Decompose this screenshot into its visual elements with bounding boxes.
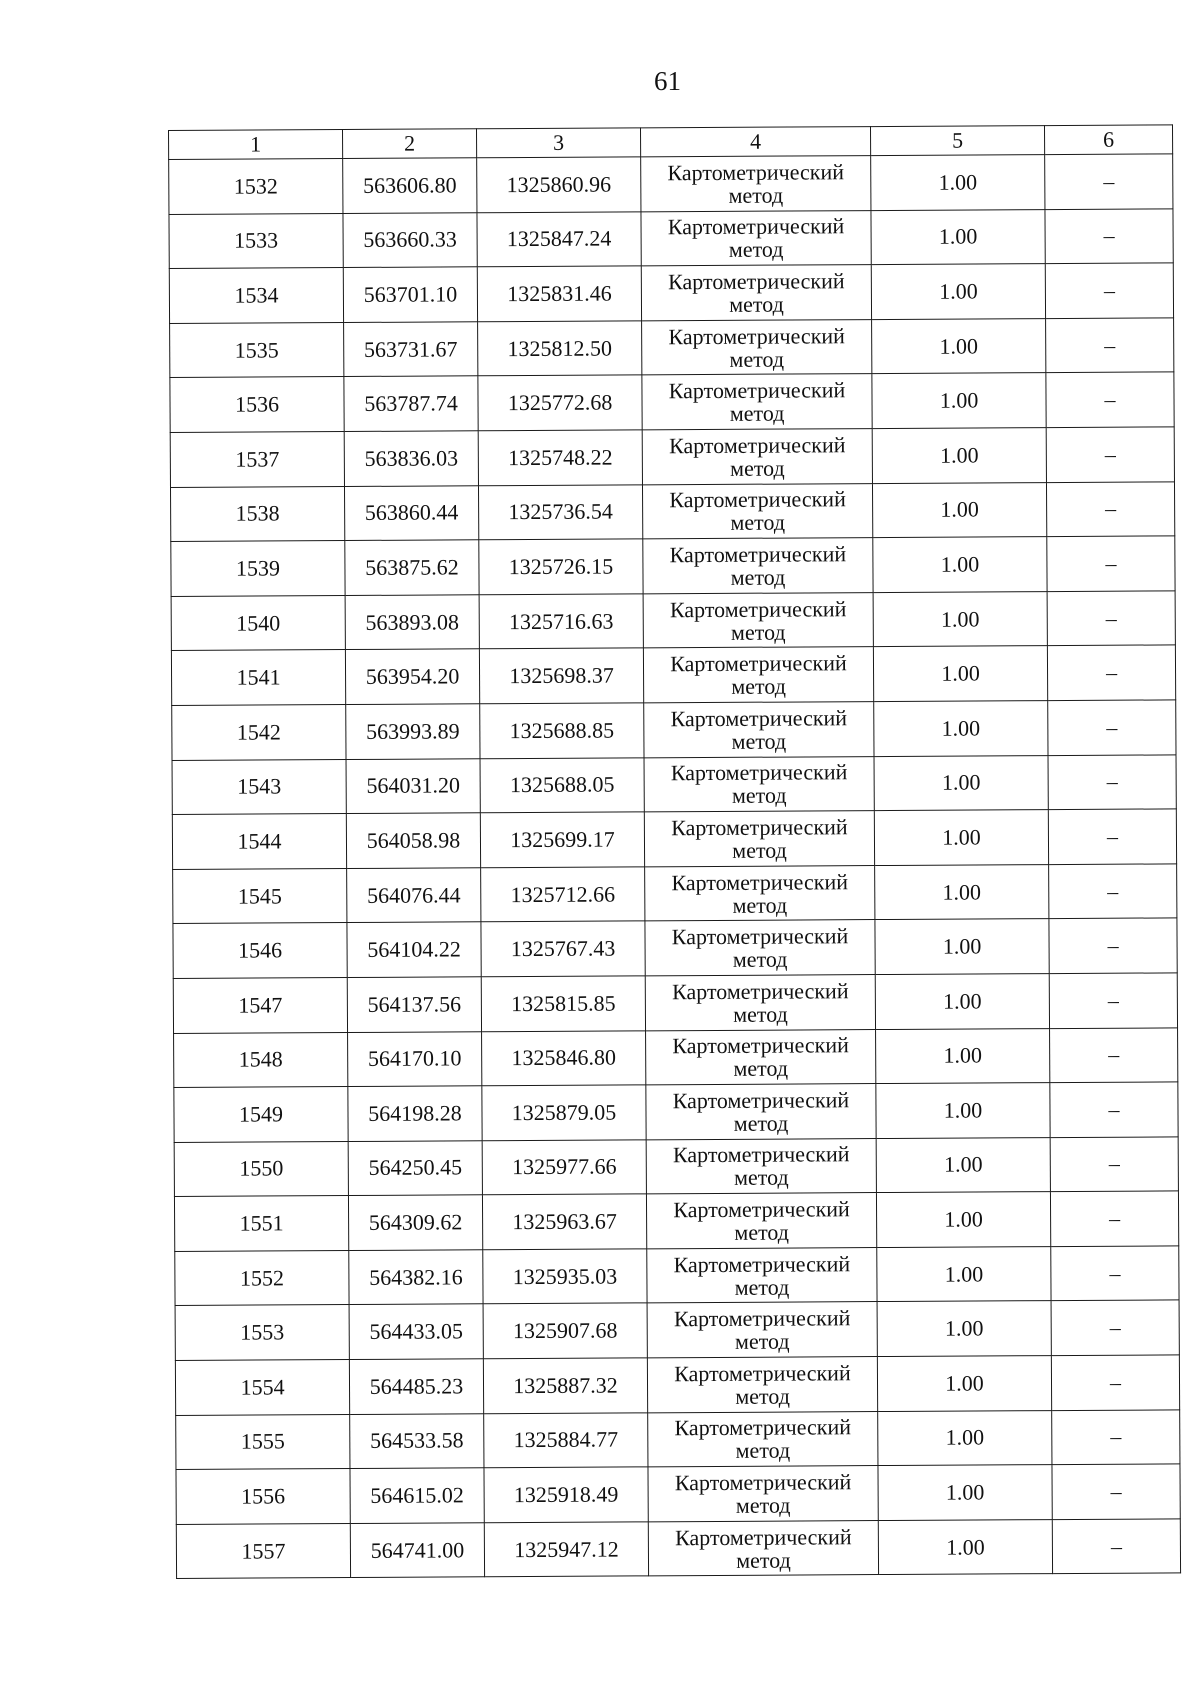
method-cell — [647, 1302, 877, 1358]
y-coordinate-cell: 1325688.05 — [480, 757, 644, 813]
point-number-cell: 1532 — [169, 159, 343, 215]
column-header: 3 — [476, 128, 640, 158]
method-line-2: метод — [734, 1219, 790, 1245]
method-line-2: метод — [732, 946, 788, 972]
y-coordinate-cell: 1325772.68 — [478, 375, 642, 431]
accuracy-cell: 1.00 — [876, 1137, 1050, 1193]
method-cell — [647, 1247, 877, 1303]
x-coordinate-cell: 564741.00 — [350, 1523, 484, 1578]
y-coordinate-cell: 1325887.32 — [483, 1358, 647, 1414]
method-cell — [643, 647, 873, 703]
table-row — [173, 973, 1177, 1033]
point-number-cell: 1546 — [173, 923, 347, 979]
note-cell: – — [1052, 1464, 1180, 1519]
table-row — [170, 481, 1174, 541]
x-coordinate-cell: 564382.16 — [349, 1250, 483, 1305]
method-line-1: Картометрический — [672, 1032, 849, 1059]
note-cell: – — [1049, 864, 1177, 919]
y-coordinate-cell: 1325907.68 — [483, 1303, 647, 1359]
note-cell: – — [1045, 208, 1173, 263]
accuracy-cell: 1.00 — [871, 209, 1045, 265]
method-line-1: Картометрический — [670, 704, 848, 731]
method-line-2: метод — [735, 1383, 790, 1409]
method-cell — [645, 920, 875, 976]
column-header: 5 — [870, 126, 1044, 156]
method-line-1: Картометрический — [674, 1469, 852, 1496]
y-coordinate-cell: 1325712.66 — [481, 867, 645, 923]
y-coordinate-cell: 1325767.43 — [481, 921, 645, 977]
method-line-1: Картометрический — [667, 159, 845, 186]
document-sheet — [168, 124, 1180, 1579]
table-row — [175, 1355, 1179, 1415]
method-cell — [641, 210, 871, 266]
method-line-1: Картометрический — [669, 541, 847, 568]
note-cell: – — [1047, 536, 1175, 591]
table-row — [173, 918, 1177, 978]
method-cell — [643, 592, 873, 648]
note-cell: – — [1052, 1410, 1180, 1465]
accuracy-cell: 1.00 — [876, 1028, 1050, 1084]
method-cell — [642, 374, 872, 430]
method-line-1: Картометрический — [673, 1305, 851, 1332]
method-cell — [646, 1138, 876, 1194]
x-coordinate-cell: 564137.56 — [347, 977, 481, 1032]
method-line-1: Картометрический — [672, 1087, 850, 1114]
method-line-2: метод — [735, 1492, 791, 1518]
accuracy-cell: 1.00 — [877, 1246, 1051, 1302]
method-line-1: Картометрический — [670, 650, 847, 677]
column-header: 1 — [169, 130, 343, 160]
point-number-cell: 1547 — [173, 977, 347, 1033]
point-number-cell: 1554 — [175, 1360, 349, 1416]
table-row — [174, 1082, 1178, 1142]
y-coordinate-cell: 1325947.12 — [484, 1522, 648, 1578]
x-coordinate-cell: 564076.44 — [347, 867, 481, 922]
point-number-cell: 1536 — [170, 377, 344, 433]
x-coordinate-cell: 564104.22 — [347, 922, 481, 977]
table-row — [169, 154, 1173, 214]
method-line-2: метод — [729, 291, 784, 317]
method-line-2: метод — [731, 728, 787, 754]
point-number-cell: 1552 — [175, 1250, 349, 1306]
method-cell — [646, 1193, 876, 1249]
table-row — [175, 1300, 1179, 1360]
method-line-2: метод — [728, 236, 784, 263]
method-line-1: Картометрический — [671, 814, 848, 841]
accuracy-cell: 1.00 — [872, 482, 1046, 538]
table-row — [176, 1519, 1180, 1579]
x-coordinate-cell: 563954.20 — [345, 649, 479, 704]
point-number-cell: 1556 — [176, 1469, 350, 1525]
accuracy-cell: 1.00 — [875, 973, 1049, 1029]
y-coordinate-cell: 1325699.17 — [480, 812, 644, 868]
accuracy-cell: 1.00 — [877, 1356, 1051, 1412]
method-line-1: Картометрический — [671, 868, 849, 895]
table-row — [174, 1137, 1178, 1197]
table-row — [174, 1027, 1178, 1087]
accuracy-cell: 1.00 — [878, 1519, 1052, 1575]
accuracy-cell: 1.00 — [873, 537, 1047, 593]
note-cell: – — [1048, 809, 1176, 864]
point-number-cell: 1533 — [169, 213, 343, 269]
table-row — [170, 318, 1174, 378]
method-cell — [645, 865, 875, 921]
method-line-2: метод — [734, 1328, 790, 1355]
x-coordinate-cell: 563787.74 — [344, 376, 478, 431]
method-line-1: Картометрический — [671, 923, 849, 950]
method-cell — [645, 974, 875, 1030]
y-coordinate-cell: 1325847.24 — [477, 211, 641, 267]
coordinates-table — [168, 124, 1181, 1579]
method-cell — [641, 265, 871, 321]
method-cell — [642, 483, 872, 539]
table-row — [172, 754, 1176, 814]
x-coordinate-cell: 563701.10 — [343, 267, 477, 322]
accuracy-cell: 1.00 — [875, 864, 1049, 920]
y-coordinate-cell: 1325831.46 — [477, 266, 641, 322]
note-cell: – — [1050, 1137, 1178, 1192]
accuracy-cell: 1.00 — [874, 701, 1048, 757]
method-cell — [644, 756, 874, 812]
table-row — [172, 700, 1176, 760]
accuracy-cell: 1.00 — [877, 1301, 1051, 1357]
x-coordinate-cell: 564309.62 — [348, 1195, 482, 1250]
x-coordinate-cell: 564433.05 — [349, 1304, 483, 1359]
method-cell — [646, 1029, 876, 1085]
accuracy-cell: 1.00 — [874, 810, 1048, 866]
point-number-cell: 1540 — [171, 595, 345, 651]
y-coordinate-cell: 1325698.37 — [479, 648, 643, 704]
table-row — [176, 1410, 1180, 1470]
method-cell — [641, 156, 871, 212]
method-line-2: метод — [730, 619, 786, 645]
method-line-1: Картометрический — [667, 213, 845, 240]
accuracy-cell: 1.00 — [873, 646, 1047, 702]
point-number-cell: 1541 — [171, 650, 345, 706]
table-row — [170, 372, 1174, 432]
accuracy-cell: 1.00 — [871, 264, 1045, 320]
x-coordinate-cell: 563860.44 — [344, 485, 478, 540]
point-number-cell: 1545 — [173, 868, 347, 924]
method-line-1: Картометрический — [669, 486, 846, 513]
y-coordinate-cell: 1325860.96 — [477, 157, 641, 213]
accuracy-cell: 1.00 — [873, 591, 1047, 647]
method-line-1: Картометрический — [669, 595, 847, 622]
accuracy-cell: 1.00 — [871, 155, 1045, 211]
note-cell: – — [1051, 1300, 1179, 1355]
y-coordinate-cell: 1325815.85 — [481, 976, 645, 1032]
x-coordinate-cell: 563993.89 — [346, 704, 480, 759]
method-line-2: метод — [736, 1547, 791, 1573]
note-cell: – — [1050, 1027, 1178, 1082]
note-cell: – — [1049, 973, 1177, 1028]
table-row — [172, 809, 1176, 869]
point-number-cell: 1544 — [172, 814, 346, 870]
y-coordinate-cell: 1325879.05 — [482, 1085, 646, 1141]
accuracy-cell: 1.00 — [872, 373, 1046, 429]
note-cell: – — [1050, 1191, 1178, 1246]
y-coordinate-cell: 1325884.77 — [484, 1412, 648, 1468]
note-cell: – — [1047, 645, 1175, 700]
method-line-2: метод — [730, 564, 786, 590]
accuracy-cell: 1.00 — [872, 428, 1046, 484]
x-coordinate-cell: 564485.23 — [349, 1359, 483, 1414]
note-cell: – — [1047, 591, 1175, 646]
point-number-cell: 1539 — [171, 541, 345, 597]
column-header: 2 — [343, 129, 477, 159]
point-number-cell: 1551 — [174, 1196, 348, 1252]
method-line-1: Картометрический — [668, 431, 846, 458]
x-coordinate-cell: 563893.08 — [345, 595, 479, 650]
table-row — [169, 208, 1173, 268]
x-coordinate-cell: 564615.02 — [350, 1468, 484, 1523]
table-row — [176, 1464, 1180, 1524]
point-number-cell: 1535 — [170, 322, 344, 378]
accuracy-cell: 1.00 — [876, 1083, 1050, 1139]
x-coordinate-cell: 564031.20 — [346, 758, 480, 813]
x-coordinate-cell: 564058.98 — [346, 813, 480, 868]
x-coordinate-cell: 563875.62 — [345, 540, 479, 595]
point-number-cell: 1542 — [172, 704, 346, 760]
method-line-1: Картометрический — [674, 1360, 851, 1387]
method-line-2: метод — [733, 1110, 789, 1136]
note-cell: – — [1045, 263, 1173, 318]
method-line-1: Картометрический — [672, 1141, 850, 1168]
table-body — [169, 154, 1181, 1579]
y-coordinate-cell: 1325736.54 — [478, 484, 642, 540]
method-line-1: Картометрический — [673, 1250, 851, 1277]
note-cell: – — [1048, 700, 1176, 755]
y-coordinate-cell: 1325935.03 — [483, 1249, 647, 1305]
table-row — [170, 427, 1174, 487]
table-row — [174, 1191, 1178, 1251]
method-line-2: метод — [731, 782, 787, 809]
accuracy-cell: 1.00 — [878, 1410, 1052, 1466]
method-cell — [642, 429, 872, 485]
point-number-cell: 1555 — [176, 1414, 350, 1470]
note-cell: – — [1050, 1082, 1178, 1137]
column-header: 6 — [1044, 125, 1172, 155]
note-cell: – — [1046, 481, 1174, 536]
accuracy-cell: 1.00 — [872, 318, 1046, 374]
table-row — [171, 536, 1175, 596]
method-cell — [642, 319, 872, 375]
method-line-1: Картометрический — [668, 322, 845, 349]
method-cell — [644, 702, 874, 758]
note-cell: – — [1045, 154, 1173, 209]
y-coordinate-cell: 1325977.66 — [482, 1140, 646, 1196]
note-cell: – — [1051, 1355, 1179, 1410]
note-cell: – — [1049, 918, 1177, 973]
point-number-cell: 1543 — [172, 759, 346, 815]
y-coordinate-cell: 1325963.67 — [482, 1194, 646, 1250]
note-cell: – — [1046, 372, 1174, 427]
table-row — [175, 1246, 1179, 1306]
method-cell — [647, 1357, 877, 1413]
method-line-2: метод — [729, 400, 785, 427]
point-number-cell: 1557 — [176, 1523, 350, 1579]
y-coordinate-cell: 1325846.80 — [482, 1030, 646, 1086]
method-line-2: метод — [732, 837, 787, 863]
method-cell — [648, 1466, 878, 1522]
note-cell: – — [1046, 427, 1174, 482]
method-line-1: Картометрический — [670, 759, 848, 786]
method-line-2: метод — [733, 1055, 789, 1082]
method-cell — [646, 1084, 876, 1140]
method-line-1: Картометрический — [675, 1523, 852, 1550]
method-line-2: метод — [730, 509, 786, 536]
table-row — [169, 263, 1173, 323]
y-coordinate-cell: 1325918.49 — [484, 1467, 648, 1523]
method-line-2: метод — [729, 346, 785, 372]
x-coordinate-cell: 563606.80 — [343, 158, 477, 213]
table-row — [173, 864, 1177, 924]
method-line-1: Картометрический — [671, 977, 849, 1004]
method-cell — [643, 538, 873, 594]
column-header: 4 — [640, 127, 870, 157]
method-line-2: метод — [731, 673, 786, 700]
point-number-cell: 1553 — [175, 1305, 349, 1361]
y-coordinate-cell: 1325748.22 — [478, 430, 642, 486]
point-number-cell: 1548 — [174, 1032, 348, 1088]
x-coordinate-cell: 563660.33 — [343, 212, 477, 267]
point-number-cell: 1550 — [174, 1141, 348, 1197]
note-cell: – — [1051, 1246, 1179, 1301]
method-line-2: метод — [728, 182, 784, 208]
method-cell — [648, 1411, 878, 1467]
accuracy-cell: 1.00 — [876, 1192, 1050, 1248]
note-cell: – — [1046, 318, 1174, 373]
point-number-cell: 1534 — [169, 268, 343, 324]
method-line-2: метод — [733, 1165, 789, 1191]
method-line-1: Картометрический — [668, 268, 845, 295]
y-coordinate-cell: 1325716.63 — [479, 594, 643, 650]
x-coordinate-cell: 564533.58 — [350, 1413, 484, 1468]
point-number-cell: 1538 — [170, 486, 344, 542]
method-line-1: Картометрический — [674, 1414, 852, 1441]
method-cell — [648, 1520, 878, 1576]
method-line-2: метод — [733, 1001, 788, 1027]
accuracy-cell: 1.00 — [878, 1465, 1052, 1521]
method-line-2: метод — [734, 1274, 790, 1300]
note-cell: – — [1048, 754, 1176, 809]
x-coordinate-cell: 563836.03 — [344, 431, 478, 486]
method-line-2: метод — [732, 892, 788, 918]
accuracy-cell: 1.00 — [874, 755, 1048, 811]
x-coordinate-cell: 564198.28 — [348, 1086, 482, 1141]
x-coordinate-cell: 564170.10 — [348, 1031, 482, 1086]
method-line-2: метод — [735, 1437, 791, 1464]
point-number-cell: 1537 — [170, 431, 344, 487]
x-coordinate-cell: 563731.67 — [344, 322, 478, 377]
y-coordinate-cell: 1325812.50 — [478, 321, 642, 377]
method-cell — [644, 811, 874, 867]
page-number: 61 — [654, 66, 681, 96]
method-line-1: Картометрический — [673, 1196, 850, 1223]
point-number-cell: 1549 — [174, 1087, 348, 1143]
method-line-2: метод — [730, 455, 785, 481]
method-line-1: Картометрический — [668, 377, 846, 404]
y-coordinate-cell: 1325726.15 — [479, 539, 643, 595]
table-row — [171, 645, 1175, 705]
y-coordinate-cell: 1325688.85 — [480, 703, 644, 759]
table-row — [171, 591, 1175, 651]
x-coordinate-cell: 564250.45 — [348, 1140, 482, 1195]
note-cell: – — [1052, 1519, 1180, 1574]
accuracy-cell: 1.00 — [875, 919, 1049, 975]
